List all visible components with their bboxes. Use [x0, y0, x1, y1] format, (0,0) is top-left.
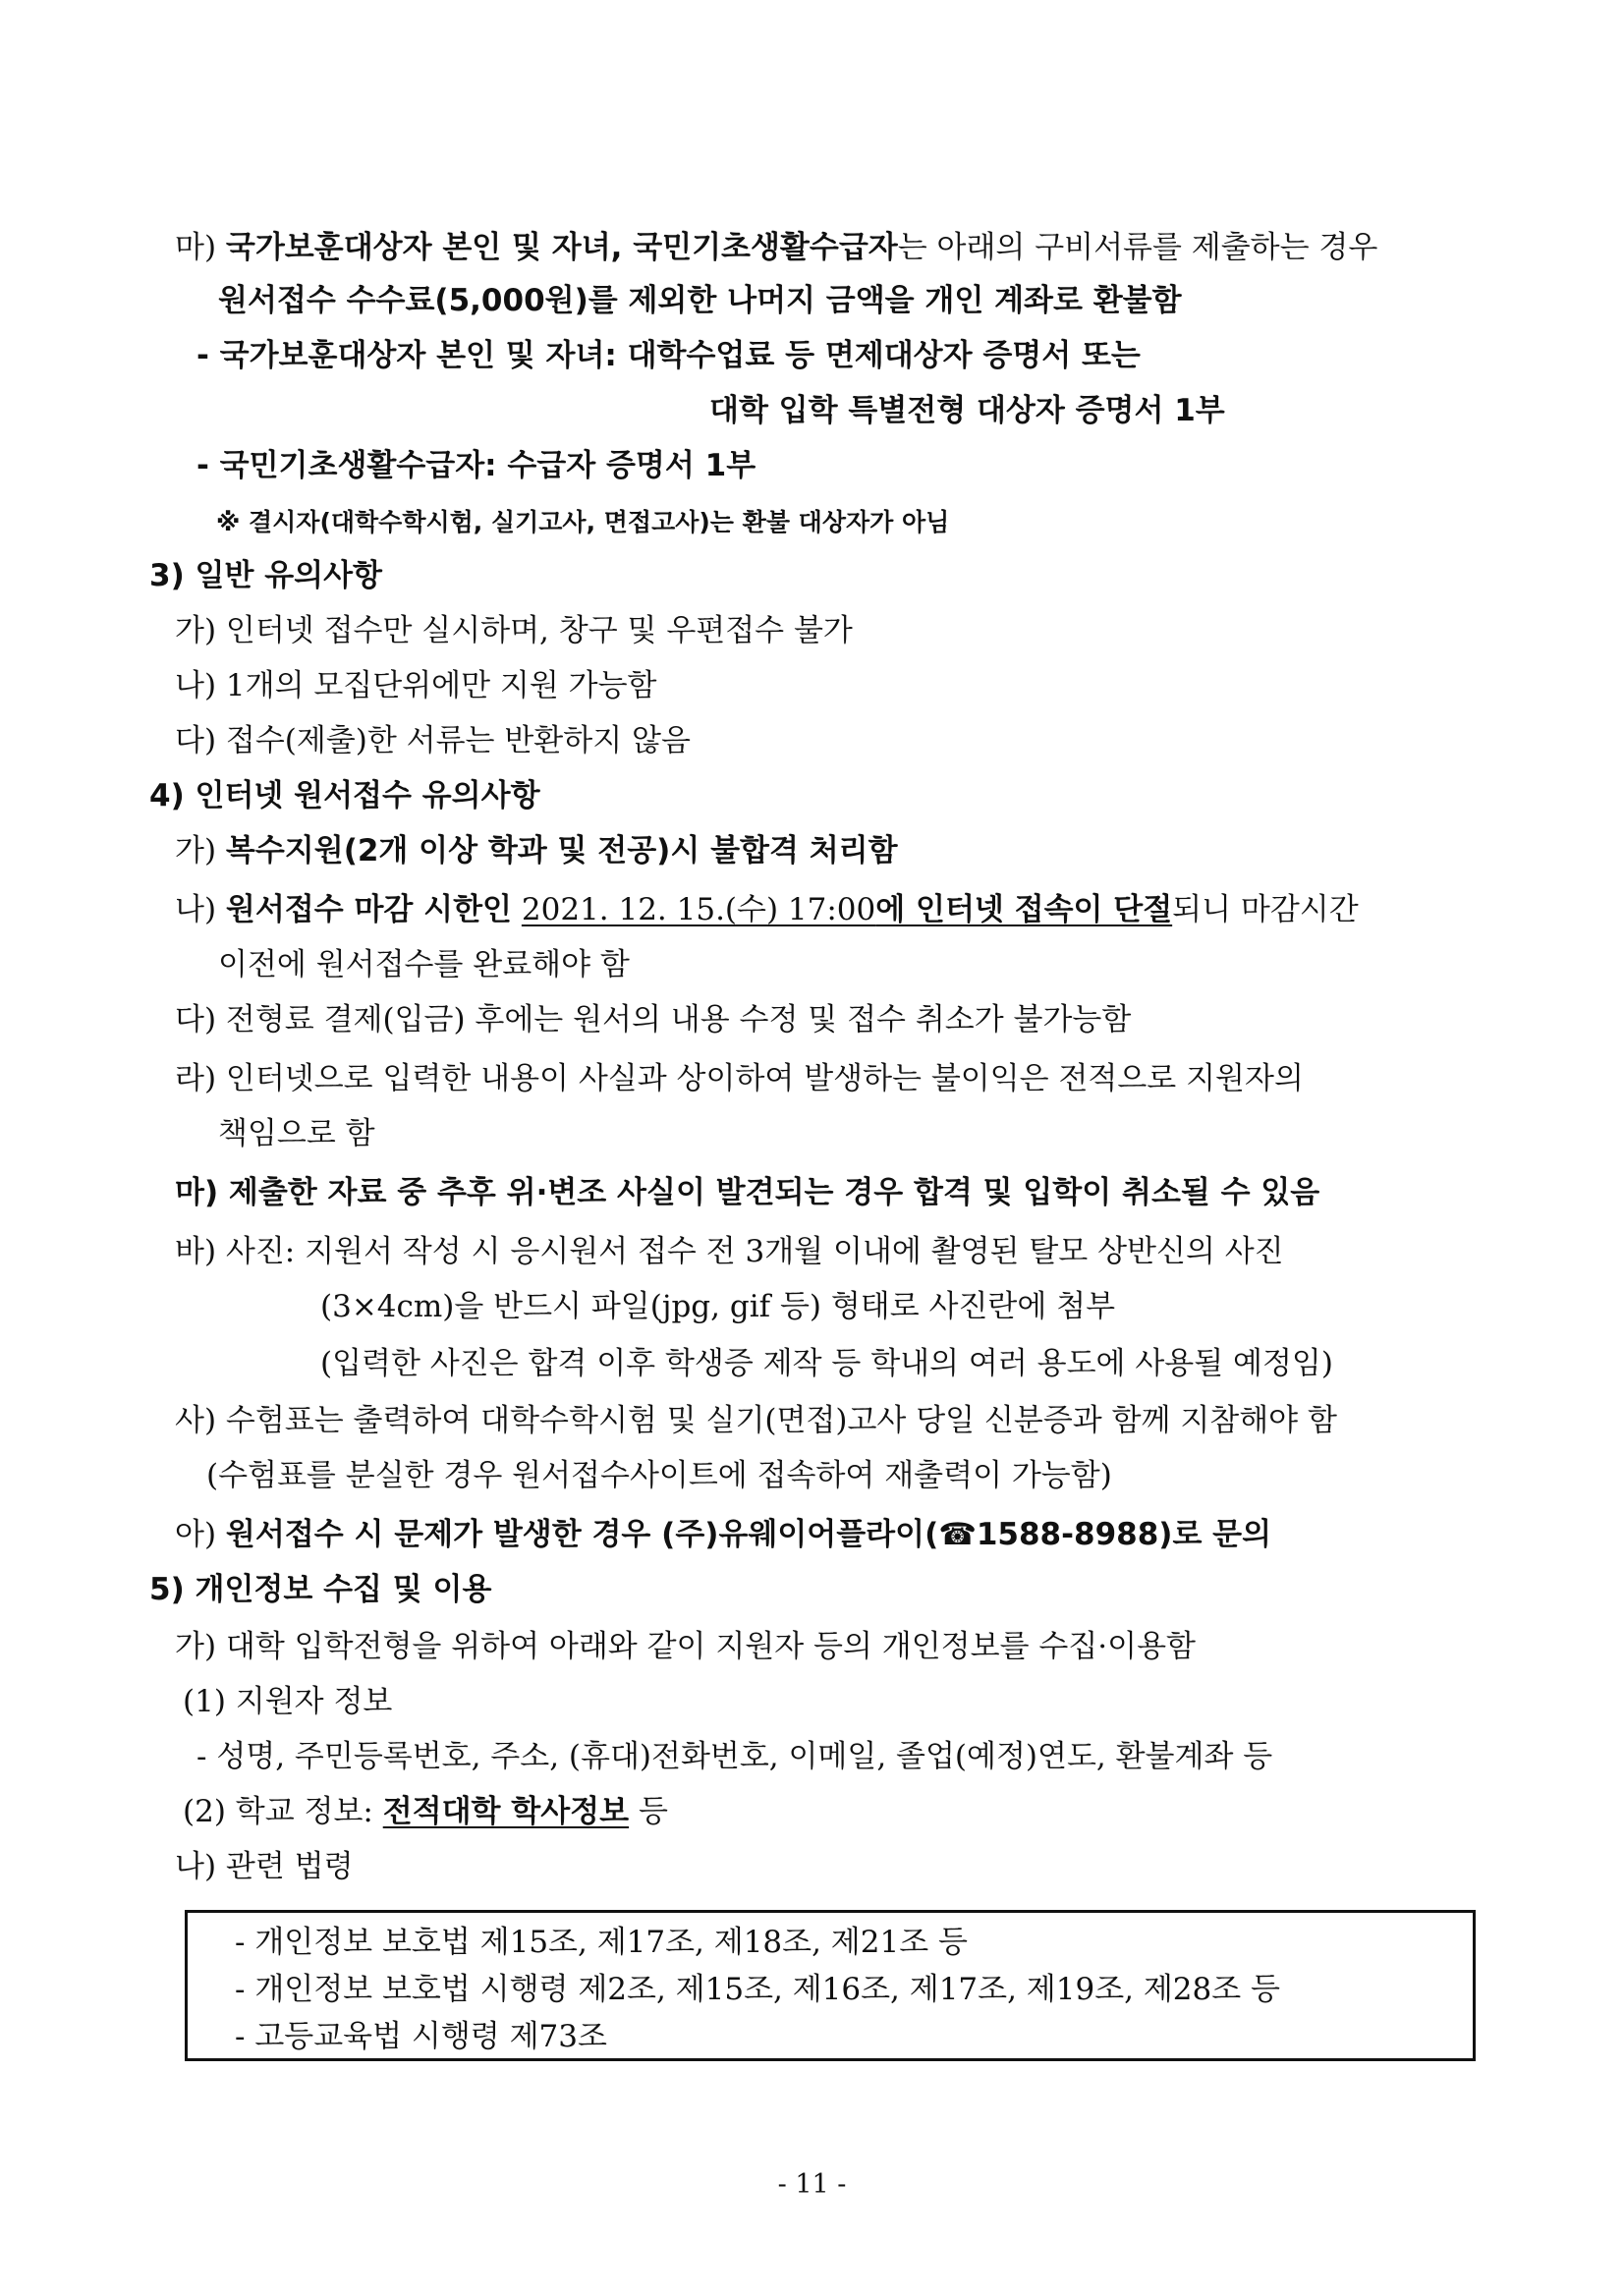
sec3-item-da: 다) 접수(제출)한 서류는 반환하지 않음: [175, 723, 691, 758]
item-marker: 나): [175, 892, 217, 927]
sec4-item-ba-line3: (입력한 사진은 합격 이후 학생증 제작 등 학내의 여러 용도에 사용될 예정임): [320, 1346, 1333, 1381]
law-item: - 개인정보 보호법 제15조, 제17조, 제18조, 제21조 등: [235, 1925, 968, 1960]
sec3-item-ga: 가) 인터넷 접수만 실시하며, 창구 및 우편접수 불가: [175, 613, 853, 648]
law-item: - 개인정보 보호법 시행령 제2조, 제15조, 제16조, 제17조, 제19조, 제28조 등: [235, 1972, 1280, 2007]
multi-application-warning: 복수지원(2개 이상 학과 및 전공)시 불합격 처리함: [225, 833, 898, 868]
section-3-title: 3) 일반 유의사항: [149, 558, 382, 593]
sec5-sub2: [183, 1792, 668, 1831]
sec4-item-sa-line1: 사) 수험표는 출력하여 대학수학시험 및 실기(면접)고사 당일 신분증과 함께 지참해야 함: [175, 1403, 1337, 1438]
sec5-item-na: 나) 관련 법령: [175, 1849, 354, 1884]
refund-note: ※ 결시자(대학수학시험, 실기고사, 면접고사)는 환불 대상자가 아님: [216, 508, 950, 536]
section-5-title: 5) 개인정보 수집 및 이용: [149, 1572, 492, 1607]
sec4-item-ba-line1: 바) 사진: 지원서 작성 시 응시원서 접수 전 3개월 이내에 촬영된 탈모 상반신의 사진: [175, 1234, 1284, 1269]
refund-condition-text: 는 아래의 구비서류를 제출하는 경우: [897, 230, 1378, 265]
deadline-tail: 되니 마감시간: [1172, 892, 1359, 927]
refund-doc-veterans: - 국가보훈대상자 본인 및 자녀: 대학수업료 등 면제대상자 증명서 또는: [196, 338, 1141, 373]
sec4-item-da: 다) 전형료 결제(입금) 후에는 원서의 내용 수정 및 접수 취소가 불가능함: [175, 1002, 1132, 1037]
sec3-item-na: 나) 1개의 모집단위에만 지원 가능함: [175, 668, 657, 703]
refund-doc-basic-living: - 국민기초생활수급자: 수급자 증명서 1부: [196, 448, 756, 483]
sec4-item-ba-line2: (3×4cm)을 반드시 파일(jpg, gif 등) 형태로 사진란에 첨부: [320, 1289, 1116, 1324]
sec4-item-na-line1: [175, 890, 1359, 929]
refund-doc-veterans-cont: 대학 입학 특별전형 대상자 증명서 1부: [709, 393, 1225, 428]
deadline-label: 원서접수 마감 시한인: [225, 892, 513, 927]
refund-paragraph-line1: [175, 228, 1377, 267]
sec4-item-ga: [175, 831, 898, 870]
deadline-date: 2021. 12. 15.(수) 17:00: [521, 892, 876, 927]
sec5-sub1: (1) 지원자 정보: [183, 1684, 393, 1719]
item-marker: 아): [175, 1517, 217, 1552]
sec4-item-na-line2: 이전에 원서접수를 완료해야 함: [218, 947, 630, 982]
section-4-title: 4) 인터넷 원서접수 유의사항: [149, 778, 540, 813]
sec4-item-ma: 마) 제출한 자료 중 추후 위·변조 사실이 발견되는 경우 합격 및 입학이 취소될 수 있음: [175, 1175, 1320, 1210]
item-marker: 가): [175, 833, 217, 868]
refund-eligible-groups: 국가보훈대상자 본인 및 자녀, 국민기초생활수급자: [225, 230, 898, 265]
sec4-item-ra-line1: 라) 인터넷으로 입력한 내용이 사실과 상이하여 발생하는 불이익은 전적으로 지원자의: [175, 1061, 1304, 1096]
sec4-item-ra-line2: 책임으로 함: [218, 1116, 375, 1151]
related-laws-box: [185, 1910, 1476, 2061]
school-info-label: (2) 학교 정보:: [183, 1794, 373, 1829]
refund-paragraph-line2: 원서접수 수수료(5,000원)를 제외한 나머지 금액을 개인 계좌로 환불함: [218, 283, 1182, 318]
page-number: - 11 -: [777, 2169, 847, 2200]
item-marker: 마): [175, 230, 217, 265]
sec4-item-sa-line2: (수험표를 분실한 경우 원서접수사이트에 접속하여 재출력이 가능함): [206, 1458, 1112, 1493]
deadline-disconnect: 에 인터넷 접속이 단절: [875, 892, 1173, 927]
school-info-value: 전적대학 학사정보: [382, 1794, 630, 1829]
school-info-suffix: 등: [638, 1794, 668, 1829]
sec4-item-a: [175, 1515, 1271, 1554]
contact-support: 원서접수 시 문제가 발생한 경우 (주)유웨이어플라이(☎1588-8988)로 문의: [225, 1517, 1272, 1552]
law-item: - 고등교육법 시행령 제73조: [235, 2019, 607, 2054]
sec5-item-ga: 가) 대학 입학전형을 위하여 아래와 같이 지원자 등의 개인정보를 수집·이용함: [175, 1629, 1196, 1664]
sec5-sub1-detail: - 성명, 주민등록번호, 주소, (휴대)전화번호, 이메일, 졸업(예정)연도, 환불계좌 등: [196, 1739, 1273, 1774]
